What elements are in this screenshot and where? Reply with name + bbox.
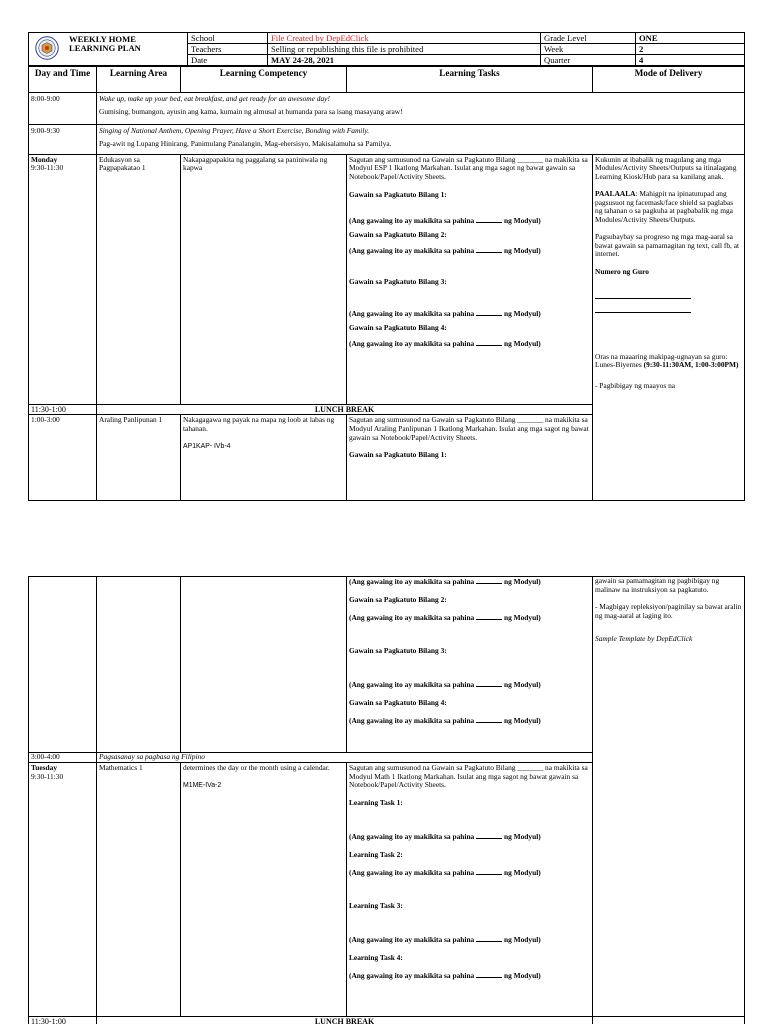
school-label: School [188,33,268,44]
routine-1-english: Wake up, make up your bed, eat breakfast, and get ready for an awesome day! [99,93,330,103]
math-intro: Sagutan ang sumusunod na Gawain sa Pagkatuto Bilang _______ na makikita sa Modyul Math 1 Ikatlong Markahan. Isulat ang mga sagot ng bawat gawain sa Notebook/Papel/Activity Sheets. [349,763,588,790]
page-1 [28,32,744,501]
filipino-reading: Pagsasanay sa pagbasa ng Filipino [97,753,593,763]
col-day-time: Day and Time [29,66,97,92]
delivery-kiosk: Kukunin at ibabalik ng magulang ang mga Modules/Activity Sheets/Outputs sa itinalagang Learning Kiosk/Hub para sa kanilang anak. [595,154,737,182]
math-page-ref-1: (Ang gawaing ito ay makikita sa pahina ng Modyul) [349,831,541,841]
monday-task-1: Gawain sa Pagkatuto Bilang 1: [349,189,447,199]
grade-label: Grade Level [541,33,636,44]
math-task-4: Learning Task 4: [349,952,403,962]
quarter-value: 4 [636,55,745,66]
math-page-ref-4: (Ang gawaing ito ay makikita sa pahina ng Modyul) [349,971,541,981]
cont-task-3: Gawain sa Pagkatuto Bilang 3: [349,646,447,656]
routine-1 [97,92,745,124]
school-value: File Created by DepEdClick [268,33,541,44]
cont-page-ref-4: (Ang gawaing ito ay makikita sa pahina ng Modyul) [349,716,541,726]
monday-time: 9:30-11:30 [31,163,64,173]
cont-page-ref-2: (Ang gawaing ito ay makikita sa pahina ng Modyul) [349,613,541,623]
cont-delivery [593,577,745,1017]
ap-area: Araling Panlipunan 1 [97,415,181,501]
routine-2-time: 9:00-9:30 [29,124,97,154]
plan-table [28,66,745,501]
monday-competency: Nakapagpapakita ng paggalang sa paniniwala ng kapwa [181,154,347,404]
filipino-time: 3:00-4:00 [29,753,97,763]
ap-tasks [347,415,593,501]
monday-task-3: Gawain sa Pagkatuto Bilang 3: [349,276,447,286]
cont-page-ref-3: (Ang gawaing ito ay makikita sa pahina ng Modyul) [349,679,541,689]
sample-template-note: Sample Template by DepEdClick [595,633,693,643]
lunch-time: 11:30-1:00 [29,404,97,414]
delivery-monitoring: Pagsubaybay sa progreso ng mga mag-aaral sa bawat gawain sa pamamagitan ng text, call fb, at internet. [595,231,740,259]
cont-page-ref-1: (Ang gawaing ito ay makikita sa pahina ng Modyul) [349,577,541,586]
ap-code: AP1KAP- IVb-4 [183,442,231,450]
monday-page-ref-4: (Ang gawaing ito ay makikita sa pahina ng Modyul) [349,338,541,348]
routine-2 [97,124,745,154]
tuesday-time: 9:30-11:30 [31,771,64,781]
col-competency: Learning Competency [181,66,347,92]
plan-title: WEEKLY HOME LEARNING PLAN [69,34,141,54]
tuesday-day-time [29,763,97,1017]
delivery-reflection: - Magbigay repleksiyon/paginilay sa bawat aralin ng mag-aaral at laging ito. [595,602,742,621]
routine-1-time: 8:00-9:00 [29,92,97,124]
delivery-instructions: gawain sa pamamagitan ng pagbibigay ng malinaw na instruksiyon sa pagkatuto. [595,576,720,594]
page-2 [28,576,744,1024]
monday-area: Edukasyon sa Pagpapakatao 1 [97,154,181,404]
cont-tasks [347,577,593,753]
cont-competency [181,577,347,753]
teacher-number-label: Numero ng Guro [595,266,649,276]
logo-cell [29,33,188,66]
ap-time: 1:00-3:00 [29,415,97,501]
cont-area [97,577,181,753]
cont-task-4: Gawain sa Pagkatuto Bilang 4: [349,697,447,707]
plan-table-continued [28,576,745,1024]
consult-hours: Oras na maaaring makipag-ugnayan sa guro: Lunes-Biyernes (9:30-11:30AM, 1:00-3:00PM) [595,351,739,370]
delivery-feedback: - Pagbibigay ng maayos na [595,381,676,391]
ap-competency [181,415,347,501]
math-code: M1ME-IVa-2 [183,781,222,789]
math-page-ref-2: (Ang gawaing ito ay makikita sa pahina ng Modyul) [349,868,541,878]
tuesday-day: Tuesday [31,763,58,772]
monday-page-ref-2: (Ang gawaing ito ay makikita sa pahina ng Modyul) [349,246,541,256]
teachers-value: Selling or republishing this file is prohibited [268,44,541,55]
col-area: Learning Area [97,66,181,92]
date-value: MAY 24-28, 2021 [268,55,541,66]
math-competency [181,763,347,1017]
teacher-number-line-1 [595,283,691,299]
math-task-3: Learning Task 3: [349,901,403,911]
col-tasks: Learning Tasks [347,66,593,92]
date-label: Date [188,55,268,66]
ap-competency-text: Nakagagawa ng payak na mapa ng loob at labas ng tahanan. [183,415,335,433]
lunch-delivery-2 [593,1017,745,1024]
monday-intro: Sagutan ang sumusunod na Gawain sa Pagkatuto Bilang _______ na makikita sa Modyul ESP 1 Ikatlong Markahan. Isulat ang mga sagot ng bawat gawain sa Notebook/Papel/Activity Sheets. [349,154,588,182]
monday-task-4: Gawain sa Pagkatuto Bilang 4: [349,323,447,333]
routine-1-filipino: Gumising, bumangon, ayusin ang kama, kumain ng almusal at humanda para sa isang masayang araw! [99,107,403,117]
math-tasks [347,763,593,1017]
math-task-2: Learning Task 2: [349,849,403,859]
math-competency-text: determines the day or the month using a calendar. [183,763,330,772]
monday-page-ref-1: (Ang gawaing ito ay makikita sa pahina ng Modyul) [349,215,541,225]
math-task-1: Learning Task 1: [349,798,403,808]
monday-page-ref-3: (Ang gawaing ito ay makikita sa pahina ng Modyul) [349,308,541,318]
teacher-number-line-2 [595,299,691,313]
routine-2-english: Singing of National Anthem, Opening Prayer, Have a Short Exercise, Bonding with Family. [99,125,370,135]
lunch-label: LUNCH BREAK [97,404,593,414]
cont-task-2: Gawain sa Pagkatuto Bilang 2: [349,594,447,604]
monday-day: Monday [31,154,58,164]
ap-task-1: Gawain sa Pagkatuto Bilang 1: [349,450,447,460]
ap-intro: Sagutan ang sumusunod na Gawain sa Pagkatuto Bilang _______ na makikita sa Modyul Araling Panlipunan 1 Ikatlong Markahan. Isulat ang mga sagot ng bawat gawain sa Notebook/Papel/Activity Sheets. [349,415,589,442]
routine-2-filipino: Pag-awit ng Lupang Hinirang, Panimulang Panalangin, Mag-ehersisyo, Makisalamuha sa Pamilya. [99,139,392,149]
delivery-paalaala: PAALAALA: Mahigpit na ipinatutupad ang pagsusuot ng facemask/face shield sa paglabas ng tahanan o sa pagkuha at pagbabalik ng mga Modules/Activity Sheets/Outputs. [595,188,734,225]
deped-seal-icon [35,36,59,60]
header-table [28,32,745,66]
grade-value: ONE [636,33,745,44]
monday-task-2: Gawain sa Pagkatuto Bilang 2: [349,230,447,240]
quarter-label: Quarter [541,55,636,66]
math-page-ref-3: (Ang gawaing ito ay makikita sa pahina ng Modyul) [349,934,541,944]
cont-day-time [29,577,97,753]
week-value: 2 [636,44,745,55]
monday-tasks [347,154,593,404]
math-area: Mathematics 1 [97,763,181,1017]
delivery-cell [593,154,745,500]
col-delivery: Mode of Delivery [593,66,745,92]
week-label: Week [541,44,636,55]
monday-day-time [29,154,97,404]
lunch-label-2: LUNCH BREAK [97,1017,593,1024]
teachers-label: Teachers [188,44,268,55]
lunch-time-2: 11:30-1:00 [29,1017,97,1024]
